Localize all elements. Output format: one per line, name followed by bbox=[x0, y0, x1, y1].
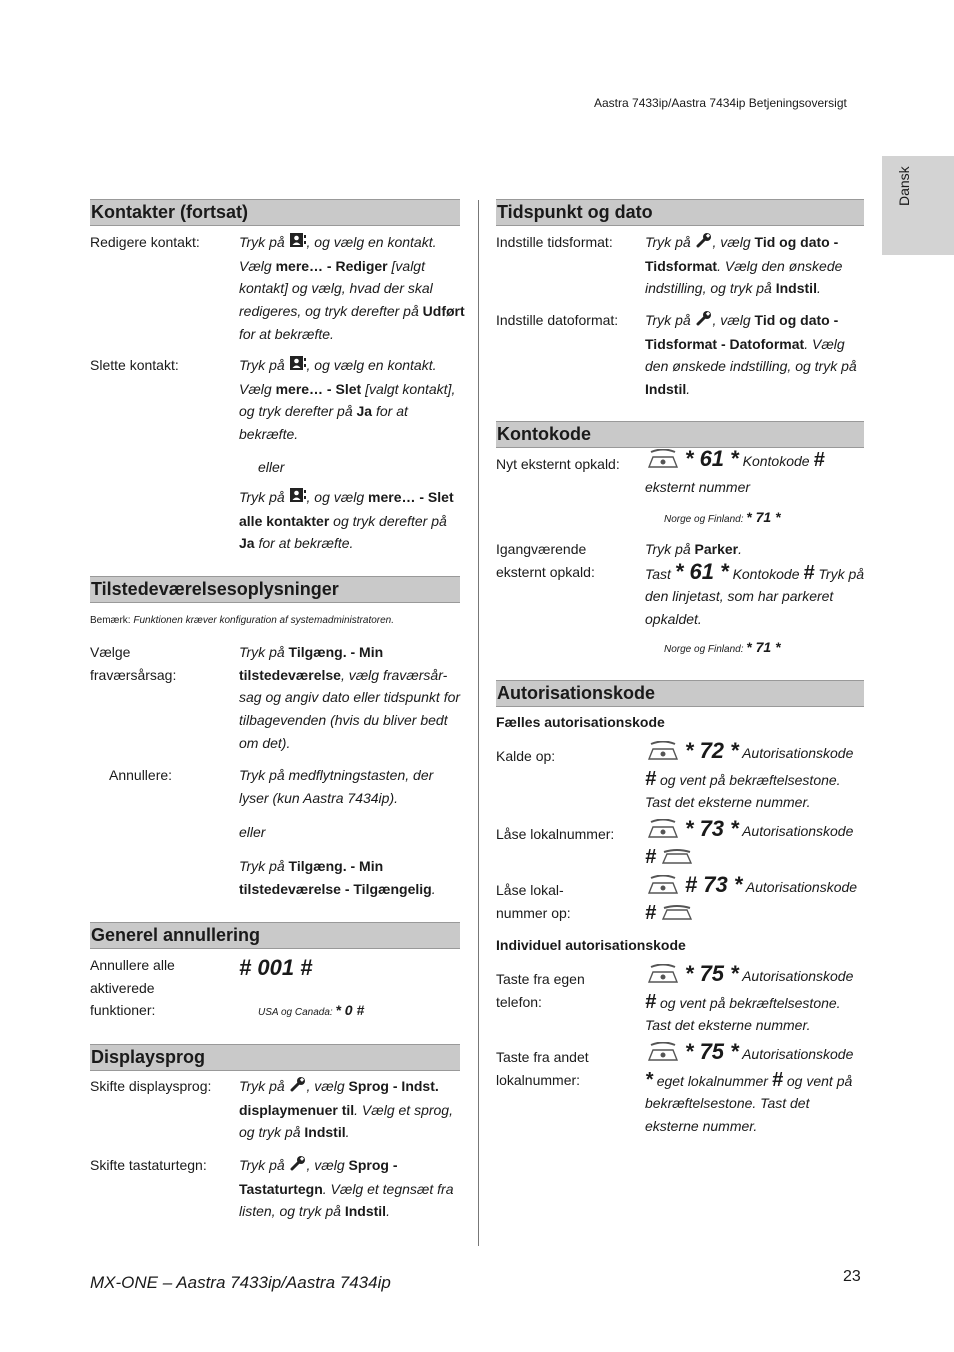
page-number: 23 bbox=[843, 1268, 861, 1285]
phone-offhook-icon bbox=[645, 449, 681, 476]
ongoing-call-label: Igangværende eksternt opkald: bbox=[496, 541, 595, 580]
ongoing-call-text: Tryk på Parker. Tast * 61 * Kontokode # Tryk på den linjetast, som har parkeret opkaldet. bbox=[645, 541, 865, 628]
contacts-icon bbox=[289, 232, 307, 255]
column-divider bbox=[478, 200, 479, 1246]
or-text: eller bbox=[239, 824, 266, 840]
page-header: Aastra 7433ip/Aastra 7434ip Betjeningsoversigt bbox=[594, 96, 847, 110]
phone-offhook-icon bbox=[645, 1042, 681, 1069]
choose-absence-label: Vælge fraværsårsag: bbox=[90, 644, 177, 683]
delete-contact-label: Slette kontakt: bbox=[90, 357, 179, 373]
footer-title: MX-ONE – Aastra 7433ip/Aastra 7434ip bbox=[90, 1273, 391, 1292]
edit-contact-text: Tryk på , og vælg en kontakt. Vælg mere… - Rediger [valgt kontakt] og vælg, hvad der skal redigeres, og tryk derefter på Udført for at bekræfte. bbox=[239, 231, 465, 345]
own-phone-label: Taste fra egen telefon: bbox=[496, 971, 585, 1010]
cancel2-text: Tryk på Tilgæng. - Min tilstedeværelse - Tilgængelig. bbox=[239, 858, 436, 897]
section-display bbox=[90, 1044, 460, 1071]
wrench-icon bbox=[695, 232, 713, 255]
wrench-icon bbox=[289, 1076, 307, 1099]
section-title: Kontakter (fortsat) bbox=[91, 202, 249, 222]
other-phone-text: * 75 * Autorisationskode * eget lokalnummer # og vent på bekræftelsestone. Tast det eksterne nummer. bbox=[645, 1039, 854, 1135]
unlock-text: # 73 * Autorisationskode # bbox=[645, 874, 867, 926]
section-auth bbox=[496, 680, 864, 707]
section-title: Tilstedeværelsesoplysninger bbox=[91, 579, 339, 599]
new-call-label: Nyt eksternt opkald: bbox=[496, 456, 620, 472]
section-title: Displaysprog bbox=[91, 1047, 206, 1067]
date-format-text: Tryk på , vælg Tid og dato - Tidsformat - Datoformat. Vælg den ønskede indstilling, og tryk på Indstil. bbox=[645, 309, 865, 401]
own-phone-text: * 75 * Autorisationskode # og vent på bekræftelsestone. Tast det eksterne nummer. bbox=[645, 961, 854, 1034]
section-title: Kontokode bbox=[497, 424, 591, 444]
or-text: eller bbox=[258, 459, 285, 475]
delete-all-text: Tryk på , og vælg mere… - Slet alle kontakter og tryk derefter på Ja for at bekræfte. bbox=[239, 486, 465, 555]
time-format-text: Tryk på , vælg Tid og dato - Tidsformat. Vælg den ønskede indstilling, og tryk på Indstil. bbox=[645, 231, 865, 300]
new-call-text: * 61 * Kontokode # eksternt nummer bbox=[645, 446, 825, 495]
section-tid bbox=[496, 199, 864, 226]
time-format-label: Indstille tidsformat: bbox=[496, 234, 613, 250]
cancel-text: Tryk på medflytningstasten, der lyser (kun Aastra 7434ip). bbox=[239, 767, 434, 806]
common-auth-heading: Fælles autorisationskode bbox=[496, 714, 665, 730]
section-title: Generel annullering bbox=[91, 925, 261, 945]
usa-note: USA og Canada: * 0 # bbox=[258, 1002, 365, 1018]
phone-offhook-icon bbox=[645, 741, 681, 768]
display-lang-text: Tryk på , vælg Sprog - Indst. displaymenuer til. Vælg et sprog, og tryk på Indstil. bbox=[239, 1075, 465, 1144]
keyboard-text: Tryk på , vælg Sprog - Tastaturtegn. Vælg et tegnsæt fra listen, og tryk på Indstil. bbox=[239, 1154, 465, 1223]
section-kontakter bbox=[90, 199, 460, 226]
section-generel bbox=[90, 922, 460, 949]
section-title: Autorisationskode bbox=[497, 683, 656, 703]
section-tilstede bbox=[90, 576, 460, 603]
wrench-icon bbox=[695, 310, 713, 333]
phone-onhook-icon bbox=[660, 904, 694, 927]
individual-auth-heading: Individuel autorisationskode bbox=[496, 937, 686, 953]
call-label: Kalde op: bbox=[496, 748, 556, 764]
norway-note: Norge og Finland: * 71 * bbox=[664, 509, 781, 525]
language-tab bbox=[882, 156, 954, 255]
contacts-icon bbox=[289, 487, 307, 510]
norway-note: Norge og Finland: * 71 * bbox=[664, 639, 781, 655]
phone-offhook-icon bbox=[645, 875, 681, 902]
lock-label: Låse lokalnummer: bbox=[496, 826, 615, 842]
cancel-all-label: Annullere alle aktiverede funktioner: bbox=[90, 957, 175, 1019]
section-konto bbox=[496, 421, 864, 448]
display-lang-label: Skifte displaysprog: bbox=[90, 1078, 212, 1094]
other-phone-label: Taste fra andet lokalnummer: bbox=[496, 1049, 589, 1088]
section-title: Tidspunkt og dato bbox=[497, 202, 653, 222]
keyboard-label: Skifte tastaturtegn: bbox=[90, 1157, 207, 1173]
choose-absence-text: Tryk på Tilgæng. - Min tilstedeværelse, vælg fraværsår-sag og angiv dato eller tidspunkt for tilbagevenden (hvis du bliver bedt om det). bbox=[239, 644, 461, 751]
phone-offhook-icon bbox=[645, 964, 681, 991]
edit-contact-label: Redigere kontakt: bbox=[90, 234, 200, 250]
note: Bemærk: Funktionen kræver konfiguration af systemadministratoren. bbox=[90, 615, 395, 626]
delete-contact-text: Tryk på , og vælg en kontakt. Vælg mere… - Slet [valgt kontakt], og tryk derefter på Ja for at bekræfte. bbox=[239, 354, 465, 446]
unlock-label: Låse lokal- nummer op: bbox=[496, 882, 571, 921]
phone-onhook-icon bbox=[660, 848, 694, 871]
lock-text: * 73 * Autorisationskode # bbox=[645, 818, 867, 870]
phone-offhook-icon bbox=[645, 819, 681, 846]
cancel-all-code: # 001 # bbox=[239, 955, 313, 980]
cancel-label: Annullere: bbox=[109, 767, 173, 783]
language-tab-label: Dansk bbox=[896, 166, 912, 206]
contacts-icon bbox=[289, 355, 307, 378]
wrench-icon bbox=[289, 1155, 307, 1178]
call-text: * 72 * Autorisationskode # og vent på bekræftelsestone. Tast det eksterne nummer. bbox=[645, 738, 854, 811]
date-format-label: Indstille datoformat: bbox=[496, 312, 619, 328]
